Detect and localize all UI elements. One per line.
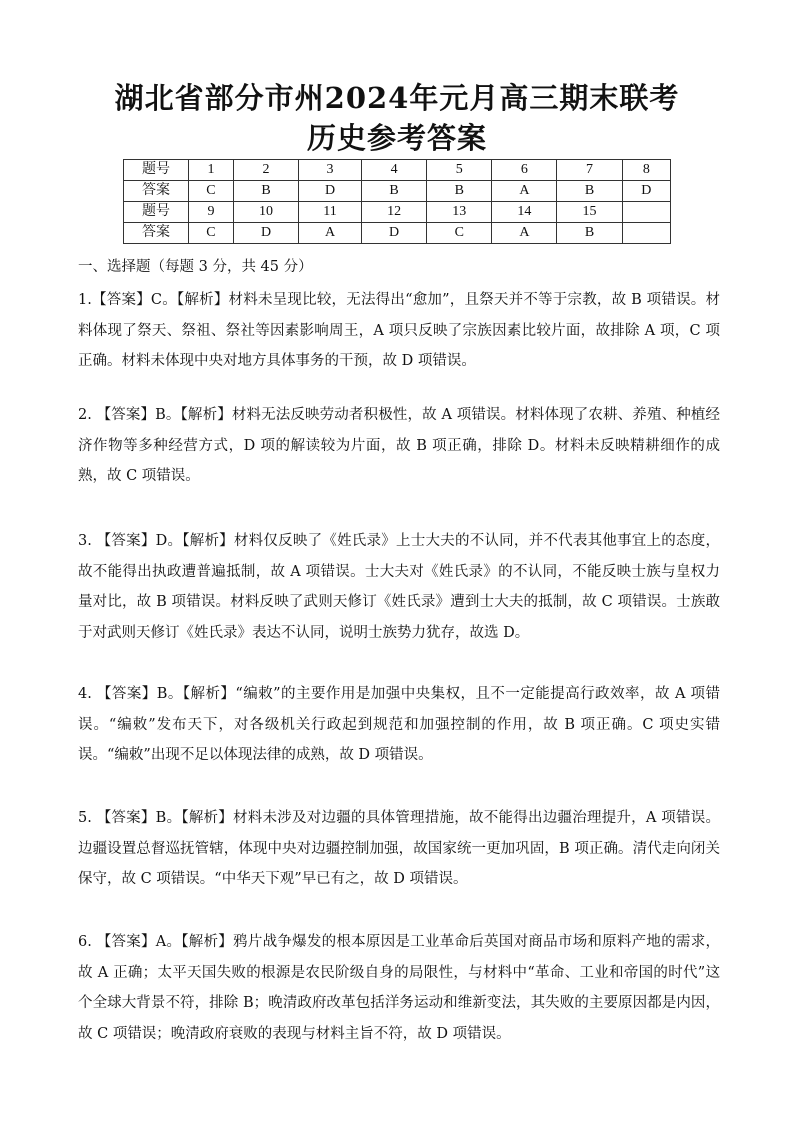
table-cell: B (233, 181, 298, 202)
table-cell: A (299, 223, 362, 244)
answer-table-row (124, 202, 671, 223)
table-cell: A (492, 181, 557, 202)
document-title: 湖北省部分市州2024年元月高三期末联考 (114, 81, 680, 115)
table-cell: 4 (362, 160, 427, 181)
table-cell: C (427, 223, 492, 244)
question-explanation-3: 3. 【答案】D。【解析】材料仅反映了《姓氏录》上士大夫的不认同，并不代表其他事宜上的态度，故不能得出执政遭普遍抵制，故 A 项错误。士大夫对《姓氏录》的不认同，不能反映士族与皇权力量对比，故 B 项错误。材料反映了武则天修订《姓氏录》遭到士大夫的抵制，故 C 项错误。士族敢于对武则天修订《姓氏录》表达不认同，说明士族势力犹存，故选 D。 (78, 533, 720, 641)
answer-table-row (124, 181, 671, 202)
table-cell: B (362, 181, 427, 202)
answer-table-row (124, 223, 671, 244)
table-cell (622, 202, 670, 223)
table-cell: B (557, 223, 622, 244)
section-heading: 一、选择题（每题 3 分，共 45 分） (78, 259, 313, 275)
table-cell: C (189, 223, 234, 244)
question-explanation-4: 4. 【答案】B。【解析】“编敕”的主要作用是加强中央集权，且不一定能提高行政效率，故 A 项错误。“编敕”发布天下，对各级机关行政起到规范和加强控制的作用，故 B 项正确。C 项史实错误。“编敕”出现不足以体现法律的成熟，故 D 项错误。 (78, 686, 720, 763)
question-explanation-1: 1.【答案】C。【解析】材料未呈现比较，无法得出“愈加”，且祭天并不等于宗教，故 B 项错误。材料体现了祭天、祭祖、祭社等因素影响周王，A 项只反映了宗族因素比较片面，故排除 A 项，C 项正确。材料未体现中央对地方具体事务的干预，故 D 项错误。 (78, 292, 720, 369)
table-cell: D (362, 223, 427, 244)
table-cell: D (233, 223, 298, 244)
table-cell: D (622, 181, 670, 202)
table-row-label: 答案 (124, 223, 189, 244)
table-cell: 11 (299, 202, 362, 223)
table-row-label: 题号 (124, 202, 189, 223)
question-explanation-6: 6. 【答案】A。【解析】鸦片战争爆发的根本原因是工业革命后英国对商品市场和原料产地的需求，故 A 正确；太平天国失败的根源是农民阶级自身的局限性，与材料中“革命、工业和帝国的时代”这个全球大背景不符，排除 B；晚清政府改革包括洋务运动和维新变法，其失败的主要原因都是内因，故 C 项错误；晚清政府衰败的表现与材料主旨不符，故 D 项错误。 (78, 934, 720, 1042)
table-cell: 10 (233, 202, 298, 223)
question-explanation-2: 2. 【答案】B。【解析】材料无法反映劳动者积极性，故 A 项错误。材料体现了农耕、养殖、种植经济作物等多种经营方式，D 项的解读较为片面，故 B 项正确，排除 D。材料未反映精耕细作的成熟，故 C 项错误。 (78, 407, 720, 484)
table-row-label: 答案 (124, 181, 189, 202)
table-cell: 3 (299, 160, 362, 181)
document-subtitle: 历史参考答案 (306, 121, 487, 155)
table-cell: 9 (189, 202, 234, 223)
table-cell: 5 (427, 160, 492, 181)
table-cell: A (492, 223, 557, 244)
table-row-label: 题号 (124, 160, 189, 181)
question-explanation-5: 5. 【答案】B。【解析】材料未涉及对边疆的具体管理措施，故不能得出边疆治理提升，A 项错误。边疆设置总督巡抚管辖，体现中央对边疆控制加强，故国家统一更加巩固，B 项正确。清代走向闭关保守，故 C 项错误。“中华天下观”早已有之，故 D 项错误。 (78, 810, 720, 887)
table-cell: 8 (622, 160, 670, 181)
table-cell (622, 223, 670, 244)
table-cell: 6 (492, 160, 557, 181)
table-cell: D (299, 181, 362, 202)
table-cell: 13 (427, 202, 492, 223)
table-cell: C (189, 181, 234, 202)
table-cell: 2 (233, 160, 298, 181)
table-cell: B (427, 181, 492, 202)
table-cell: 7 (557, 160, 622, 181)
table-cell: 14 (492, 202, 557, 223)
table-cell: 1 (189, 160, 234, 181)
answer-key-table (123, 159, 671, 244)
answer-table-row (124, 160, 671, 181)
table-cell: 15 (557, 202, 622, 223)
table-cell: 12 (362, 202, 427, 223)
table-cell: B (557, 181, 622, 202)
